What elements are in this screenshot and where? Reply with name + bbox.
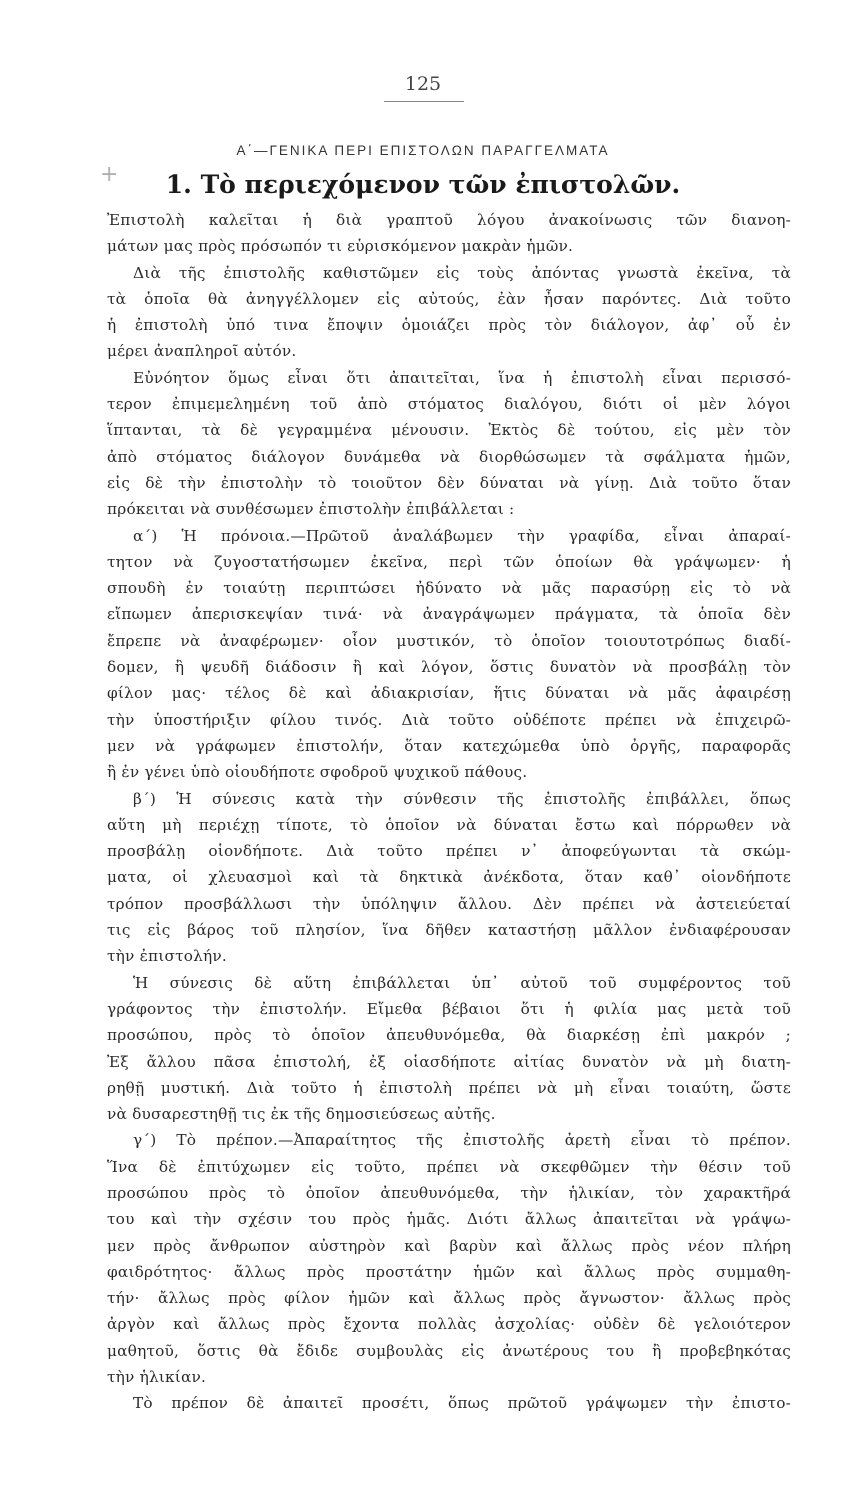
- text-line: τητον νὰ ζυγοστατήσωμεν ἐκεῖνα, περὶ τῶν ὁποίων θὰ γράψωμεν· ἡ: [107, 552, 791, 571]
- text-line: Τὸ πρέπον δὲ ἀπαιτεῖ προσέτι, ὅπως πρῶτοῦ γράψωμεν τὴν ἐπιστο-: [133, 1394, 791, 1413]
- text-line: τὴν ἡλικίαν.: [107, 1368, 207, 1387]
- text-line: γ΄) Τὸ πρέπον.—Ἀπαραίτητος τῆς ἐπιστολῆς ἀρετὴ εἶναι τὸ πρέπον.: [133, 1131, 791, 1150]
- text-line: δομεν, ἢ ψευδῆ διάδοσιν ἢ καὶ λόγον, ὅστις δυνατὸν νὰ προσβάλῃ τὸν: [107, 658, 791, 677]
- text-line: μαθητοῦ, ὅστις θὰ ἔδιδε συμβουλὰς εἰς ἀνωτέρους του ἢ προβεβηκότας: [107, 1341, 791, 1360]
- text-line: Ἐπιστολὴ καλεῖται ἡ διὰ γραπτοῦ λόγου ἀνακοίνωσις τῶν διανοη-: [107, 211, 791, 229]
- text-line: ἀργὸν καὶ ἄλλως πρὸς ἔχοντα πολλὰς ἀσχολίας· οὐδὲν δὲ γελοιότερον: [107, 1315, 791, 1334]
- text-line: προσώπου, πρὸς τὸ ὁποῖον ἀπευθυνόμεθα, θὰ διαρκέσῃ ἐπὶ μακρόν ;: [107, 1026, 791, 1045]
- text-line: ἀπὸ στόματος διάλογον δυνάμεθα νὰ διορθώσωμεν τὰ σφάλματα ἡμῶν,: [107, 447, 791, 466]
- text-line: πρόκειται νὰ συνθέσωμεν ἐπιστολὴν ἐπιβάλλεται :: [107, 500, 515, 519]
- text-line: μάτων μας πρὸς πρόσωπόν τι εὑρισκόμενον μακρὰν ἡμῶν.: [107, 237, 574, 256]
- text-line: εἰς δὲ τὴν ἐπιστολὴν τὸ τοιοῦτον δὲν δύναται νὰ γίνῃ. Διὰ τοῦτο ὅταν: [107, 473, 791, 492]
- text-line: Ἐξ ἄλλου πᾶσα ἐπιστολή, ἐξ οἱασδήποτε αἰτίας δυνατὸν νὰ μὴ διατη-: [107, 1052, 791, 1071]
- text-line: φίλον μας· τέλος δὲ καὶ ἀδιακρισίαν, ἥτις δύναται νὰ μᾶς ἀφαιρέσῃ: [107, 684, 791, 703]
- text-line: τὴν ὑποστήριξιν φίλου τινός. Διὰ τοῦτο οὐδέποτε πρέπει νὰ ἐπιχειρῶ-: [107, 710, 791, 729]
- text-line: τήν· ἄλλως πρὸς φίλον ἡμῶν καὶ ἄλλως πρὸς ἄγνωστον· ἄλλως πρὸς: [107, 1289, 791, 1308]
- text-line: τὰ ὁποῖα θὰ ἀνηγγέλλομεν εἰς αὐτούς, ἐὰν ἦσαν παρόντες. Διὰ τοῦτο: [107, 289, 791, 308]
- text-line: προσβάλῃ οἱονδήποτε. Διὰ τοῦτο πρέπει ν᾽ ἀποφεύγωνται τὰ σκώμ-: [107, 842, 791, 861]
- page-number: 125: [404, 73, 442, 95]
- text-line: ἵπτανται, τὰ δὲ γεγραμμένα μένουσιν. Ἐκτὸς δὲ τούτου, εἰς μὲν τὸν: [107, 421, 791, 440]
- text-line: μέρει ἀναπληροῖ αὐτόν.: [107, 342, 297, 361]
- text-line: α΄) Ἡ πρόνοια.—Πρῶτοῦ ἀναλάβωμεν τὴν γραφίδα, εἶναι ἀπαραί-: [133, 526, 791, 545]
- text-line: γράφοντος τὴν ἐπιστολήν. Εἴμεθα βέβαιοι ὅτι ἡ φιλία μας μετὰ τοῦ: [107, 999, 791, 1018]
- page-number-rule: [384, 101, 464, 102]
- text-line: μεν πρὸς ἄνθρωπον αὐστηρὸν καὶ βαρὺν καὶ ἄλλως πρὸς νέον πλήρη: [107, 1236, 791, 1255]
- text-line: Ἵνα δὲ ἐπιτύχωμεν εἰς τοῦτο, πρέπει νὰ σκεφθῶμεν τὴν θέσιν τοῦ: [107, 1157, 791, 1176]
- text-line: προσώπου πρὸς τὸ ὁποῖον ἀπευθυνόμεθα, τὴν ἡλικίαν, τὸν χαρακτῆρά: [107, 1183, 791, 1202]
- text-line: εἴπωμεν ἀπερισκεψίαν τινά· νὰ ἀναγράψωμεν πράγματα, τὰ ὁποῖα δὲν: [107, 605, 791, 624]
- text-line: αὕτη μὴ περιέχῃ τίποτε, τὸ ὁποῖον νὰ δύναται ἔστω καὶ πόρρωθεν νὰ: [107, 815, 791, 834]
- margin-mark: +: [100, 162, 119, 187]
- text-line: Εὐνόητον ὅμως εἶναι ὅτι ἀπαιτεῖται, ἵνα ἡ ἐπιστολὴ εἶναι περισσό-: [133, 368, 791, 387]
- text-line: ἡ ἐπιστολὴ ὑπό τινα ἔποψιν ὁμοιάζει πρὸς τὸν διάλογον, ἀφ᾽ οὗ ἐν: [107, 316, 791, 335]
- chapter-title: 1. Τὸ περιεχόμενον τῶν ἐπιστολῶν.: [165, 170, 681, 199]
- text-line: ματα, οἱ χλευασμοὶ καὶ τὰ δηκτικὰ ἀνέκδοτα, ὅταν καθ᾽ οἱονδήποτε: [107, 868, 791, 887]
- text-line: Ἡ σύνεσις δὲ αὕτη ἐπιβάλλεται ὑπ᾽ αὐτοῦ τοῦ συμφέροντος τοῦ: [133, 973, 791, 992]
- text-line: σπουδὴ ἐν τοιαύτῃ περιπτώσει ἠδύνατο νὰ μᾶς παρασύρῃ εἰς τὸ νὰ: [107, 579, 791, 598]
- text-line: ἔπρεπε νὰ ἀναφέρωμεν· οἷον μυστικόν, τὸ ὁποῖον τοιουτοτρόπως διαδί-: [107, 631, 791, 650]
- text-line: νὰ δυσαρεστηθῇ τις ἐκ τῆς δημοσιεύσεως αὐτῆς.: [107, 1105, 496, 1124]
- text-line: του καὶ τὴν σχέσιν του πρὸς ἡμᾶς. Διότι ἄλλως ἀπαιτεῖται νὰ γράψω-: [107, 1210, 791, 1229]
- text-line: Διὰ τῆς ἐπιστολῆς καθιστῶμεν εἰς τοὺς ἀπόντας γνωστὰ ἐκεῖνα, τὰ: [133, 263, 791, 282]
- body-text: [107, 207, 791, 1417]
- text-line: τερον ἐπιμεμελημένη τοῦ ἀπὸ στόματος διαλόγου, διότι οἱ μὲν λόγοι: [107, 395, 791, 414]
- text-line: μεν νὰ γράφωμεν ἐπιστολήν, ὅταν κατεχώμεθα ὑπὸ ὀργῆς, παραφορᾶς: [107, 736, 791, 755]
- text-line: τις εἰς βάρος τοῦ πλησίον, ἵνα δῆθεν καταστήσῃ μᾶλλον ἐνδιαφέρουσαν: [107, 921, 791, 940]
- text-line: φαιδρότητος· ἄλλως πρὸς προστάτην ἡμῶν καὶ ἄλλως πρὸς συμμαθη-: [107, 1262, 791, 1281]
- text-line: τὴν ἐπιστολήν.: [107, 947, 227, 966]
- text-line: ρηθῇ μυστική. Διὰ τοῦτο ἡ ἐπιστολὴ πρέπει νὰ μὴ εἶναι τοιαύτη, ὥστε: [107, 1078, 791, 1097]
- section-header: Α΄—ΓΕΝΙΚΑ ΠΕΡΙ ΕΠΙΣΤΟΛΩΝ ΠΑΡΑΓΓΕΛΜΑΤΑ: [236, 143, 610, 158]
- text-line: β΄) Ἡ σύνεσις κατὰ τὴν σύνθεσιν τῆς ἐπιστολῆς ἐπιβάλλει, ὅπως: [133, 789, 791, 808]
- text-line: ἢ ἐν γένει ὑπὸ οἱουδήποτε σφοδροῦ ψυχικοῦ πάθους.: [107, 763, 528, 782]
- text-line: τρόπον προσβάλλωσι τὴν ὑπόληψιν ἄλλου. Δὲν πρέπει νὰ ἀστειεύεταί: [107, 894, 791, 913]
